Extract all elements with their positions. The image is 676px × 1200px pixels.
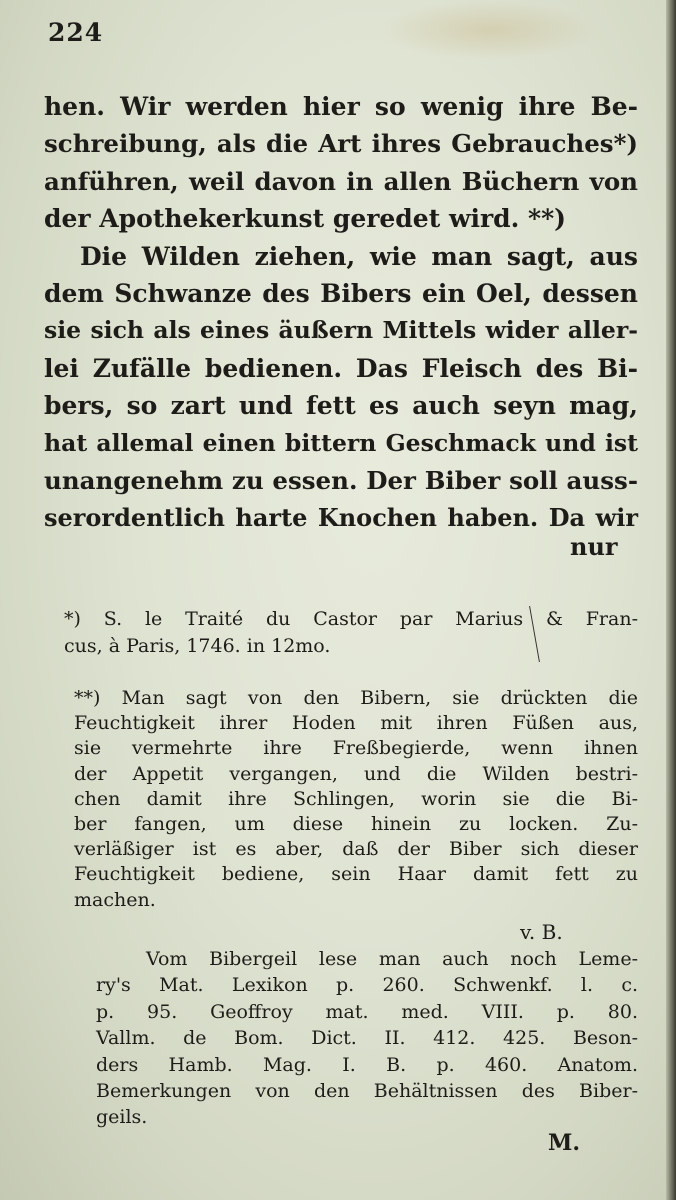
footnote-single-asterisk: [64, 606, 638, 660]
text-line: der Apothekerkunst geredet wird. **): [44, 204, 566, 234]
footnote-line: sie vermehrte ihre Freßbegierde, wenn ihnen: [74, 737, 638, 760]
footnote-double-asterisk: [74, 686, 638, 913]
footnote-line: ber fangen, um diese hinein zu locken. Zu-: [74, 813, 638, 836]
text-line: bers, so zart und fett es auch seyn mag,: [44, 391, 638, 421]
footnote-line: Vallm. de Bom. Dict. II. 412. 425. Beson-: [96, 1027, 638, 1050]
text-line: Die Wilden ziehen, wie man sagt, aus: [80, 241, 638, 271]
page-number: 224: [48, 18, 104, 47]
footnote-line: **) Man sagt von den Bibern, sie drückten die: [74, 687, 638, 709]
footnote-signature: v. B.: [520, 920, 563, 944]
footnote-line: ry's Mat. Lexikon p. 260. Schwenkf. l. c.: [96, 974, 638, 997]
footnote-line: Vom Bibergeil lese man auch noch Leme-: [146, 948, 638, 970]
footnote-line: Feuchtigkeit bediene, sein Haar damit fett zu: [74, 863, 638, 886]
footnote-line: geils.: [96, 1106, 148, 1129]
footnote-line: Feuchtigkeit ihrer Hoden mit ihren Füßen aus,: [74, 712, 638, 735]
text-line: anführen, weil davon in allen Büchern von: [44, 166, 638, 196]
text-line: schreibung, als die Art ihres Gebrauches*): [44, 129, 638, 159]
text-line: serordentlich harte Knochen haben. Da wir: [44, 503, 638, 533]
footnote-references: [96, 946, 638, 1131]
text-line: hat allemal einen bittern Geschmack und ist: [44, 428, 638, 457]
text-line: hen. Wir werden hier so wenig ihre Be-: [44, 92, 638, 121]
text-line: unangenehm zu essen. Der Biber soll auss-: [44, 465, 638, 495]
footnote-line: machen.: [74, 888, 156, 911]
footnote-line: *) S. le Traité du Castor par Marius & Fran-: [64, 608, 638, 630]
catchword-bottom: M.: [548, 1130, 581, 1156]
footnote-line: Bemerkungen von den Behältnissen des Biber-: [96, 1080, 638, 1103]
footnote-line: p. 95. Geoffroy mat. med. VIII. p. 80.: [96, 1000, 638, 1023]
main-text-block: [44, 88, 638, 537]
text-line: sie sich als eines äußern Mittels wider aller-: [44, 316, 638, 345]
text-line: dem Schwanze des Bibers ein Oel, dessen: [44, 278, 638, 308]
text-line: lei Zufälle bedienen. Das Fleisch des Bi-: [44, 353, 638, 383]
footnote-line: ders Hamb. Mag. I. B. p. 460. Anatom.: [96, 1053, 638, 1076]
footnote-line: verläßiger ist es aber, daß der Biber sich dieser: [74, 838, 638, 861]
paper-stain: [380, 0, 600, 60]
footnote-line: chen damit ihre Schlingen, worin sie die Bi-: [74, 787, 638, 810]
footnote-line: der Appetit vergangen, und die Wilden bestri-: [74, 762, 638, 785]
catchword: nur: [570, 532, 618, 561]
footnote-line: cus, à Paris, 1746. in 12mo.: [64, 635, 331, 657]
page-edge-shadow: [666, 0, 676, 1200]
